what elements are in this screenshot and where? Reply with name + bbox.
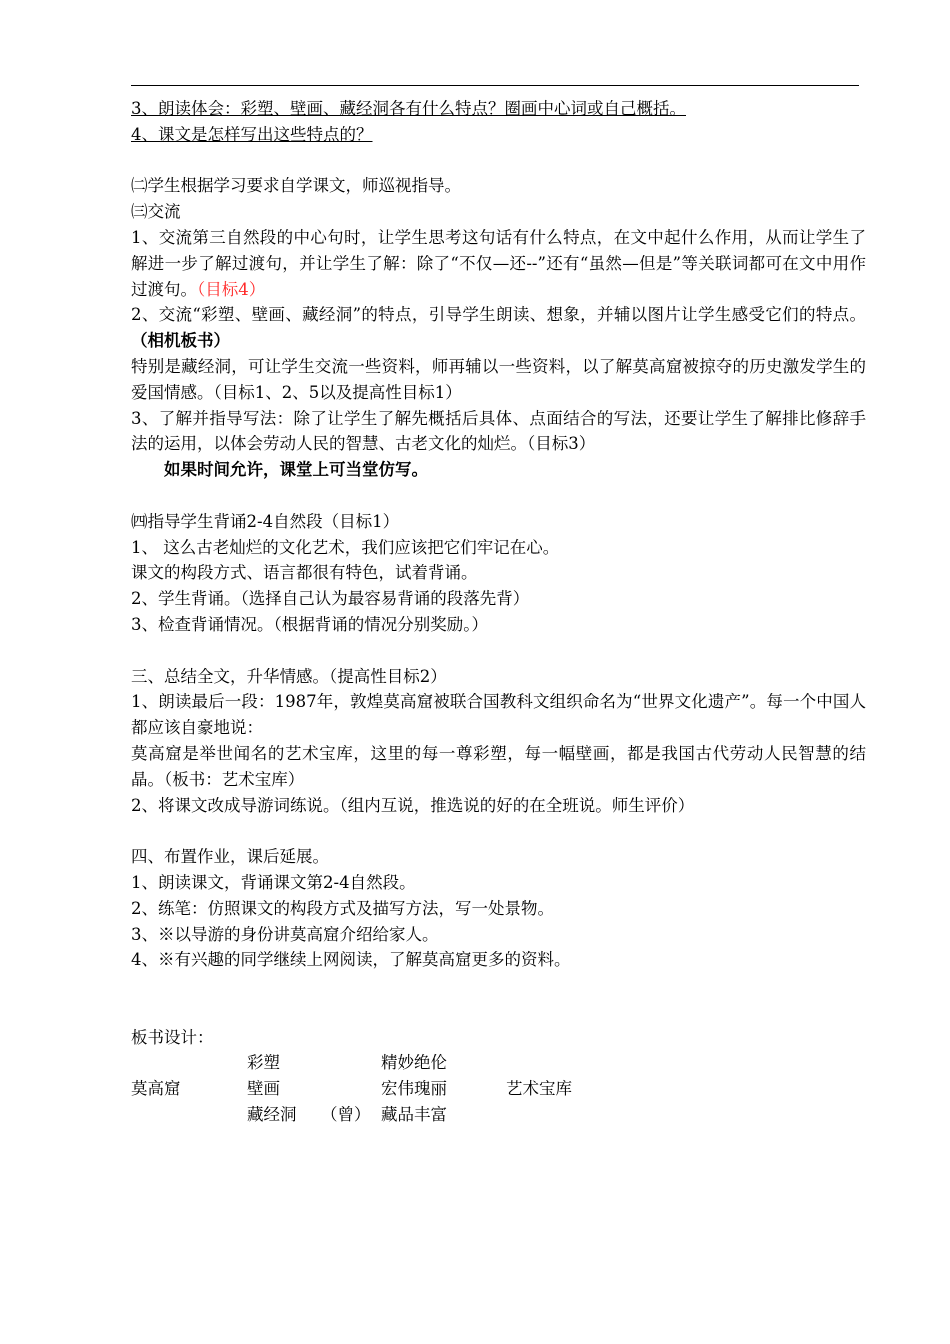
section-3-line-1: 1、朗读最后一段：1987年，敦煌莫高窟被联合国教科文组织命名为“世界文化遗产”。每一个中国人都应该自豪地说： xyxy=(131,692,866,738)
homework-2: 2、练笔：仿照课文的构段方式及描写方法，写一处景物。 xyxy=(131,898,554,918)
exchange-1: 1、交流第三自然段的中心句时，让学生思考这句话有什么特点，在文中起什么作用，从而让学生了解进一步了解过渡句，并让学生了解：除了“不仅—还--”还有“虽然—但是”等关联词都可在文中用作过渡句。（目标4） xyxy=(131,227,866,299)
homework-3: 3、※以导游的身份讲莫高窟介绍给家人。 xyxy=(131,924,439,944)
recite-1: 1、 这么古老灿烂的文化艺术，我们应该把它们牢记在心。 xyxy=(131,537,560,557)
board-feature-2: 宏伟瑰丽 xyxy=(381,1079,447,1099)
step-2: ㈡学生根据学习要求自学课文，师巡视指导。 xyxy=(131,176,461,196)
document-body xyxy=(131,96,866,1128)
board-feature-1: 精妙绝伦 xyxy=(381,1053,447,1073)
section-3-line-2: 莫高窟是举世闻名的艺术宝库，这里的每一尊彩塑，每一幅壁画，都是我国古代劳动人民智慧的结晶。（板书：艺术宝库） xyxy=(131,743,866,789)
section-3-line-3: 2、将课文改成导游词练说。（组内互说，推选说的好的在全班说。师生评价） xyxy=(131,795,695,815)
step-4: ㈣指导学生背诵2-4自然段（目标1） xyxy=(131,511,400,531)
board-feature-3: 藏品丰富 xyxy=(381,1105,447,1125)
board-note-bold: （相机板书） xyxy=(131,331,230,351)
board-item-1: 彩塑 xyxy=(247,1053,280,1073)
section-4-title: 四、布置作业，课后延展。 xyxy=(131,847,329,867)
exchange-2-detail: 特别是藏经洞，可让学生交流一些资料，师再辅以一些资料，以了解莫高窟被掠夺的历史激发学生的爱国情感。（目标1、2、5以及提高性目标1） xyxy=(131,356,866,402)
recite-1b: 课文的构段方式、语言都很有特色，试着背诵。 xyxy=(131,563,478,583)
board-title: 板书设计： xyxy=(131,1027,214,1047)
board-main: 莫高窟 xyxy=(131,1079,181,1099)
recite-3: 3、检查背诵情况。（根据背诵的情况分别奖励。） xyxy=(131,614,488,634)
board-summary: 艺术宝库 xyxy=(506,1079,572,1099)
goal-4-label: （目标4） xyxy=(197,279,266,299)
homework-1: 1、朗读课文，背诵课文第2-4自然段。 xyxy=(131,872,416,892)
step-3: ㈢交流 xyxy=(131,202,181,222)
board-item-2: 壁画 xyxy=(247,1079,280,1099)
section-3-title: 三、总结全文，升华情感。（提高性目标2） xyxy=(131,666,447,686)
board-design xyxy=(131,1050,866,1128)
exchange-3: 3、了解并指导写法：除了让学生了解先概括后具体、点面结合的写法，还要让学生了解排比修辞手法的运用，以体会劳动人民的智慧、古老文化的灿烂。（目标3） xyxy=(131,408,866,454)
recite-2: 2、学生背诵。（选择自己认为最容易背诵的段落先背） xyxy=(131,589,530,609)
exchange-2: 2、交流“彩塑、壁画、藏经洞”的特点，引导学生朗读、想象，并辅以图片让学生感受它们的特点。（相机板书） xyxy=(131,305,866,351)
board-note: （曾） xyxy=(321,1105,371,1125)
question-3: 3、朗读体会：彩塑、壁画、藏经洞各有什么特点？圈画中心词或自己概括。 xyxy=(131,99,686,118)
board-item-3: 藏经洞 xyxy=(247,1105,297,1125)
homework-4: 4、※有兴趣的同学继续上网阅读，了解莫高窟更多的资料。 xyxy=(131,950,571,970)
imitation-note: 如果时间允许，课堂上可当堂仿写。 xyxy=(164,460,428,480)
header-rule xyxy=(131,85,859,86)
question-4: 4、课文是怎样写出这些特点的？ xyxy=(131,124,373,144)
